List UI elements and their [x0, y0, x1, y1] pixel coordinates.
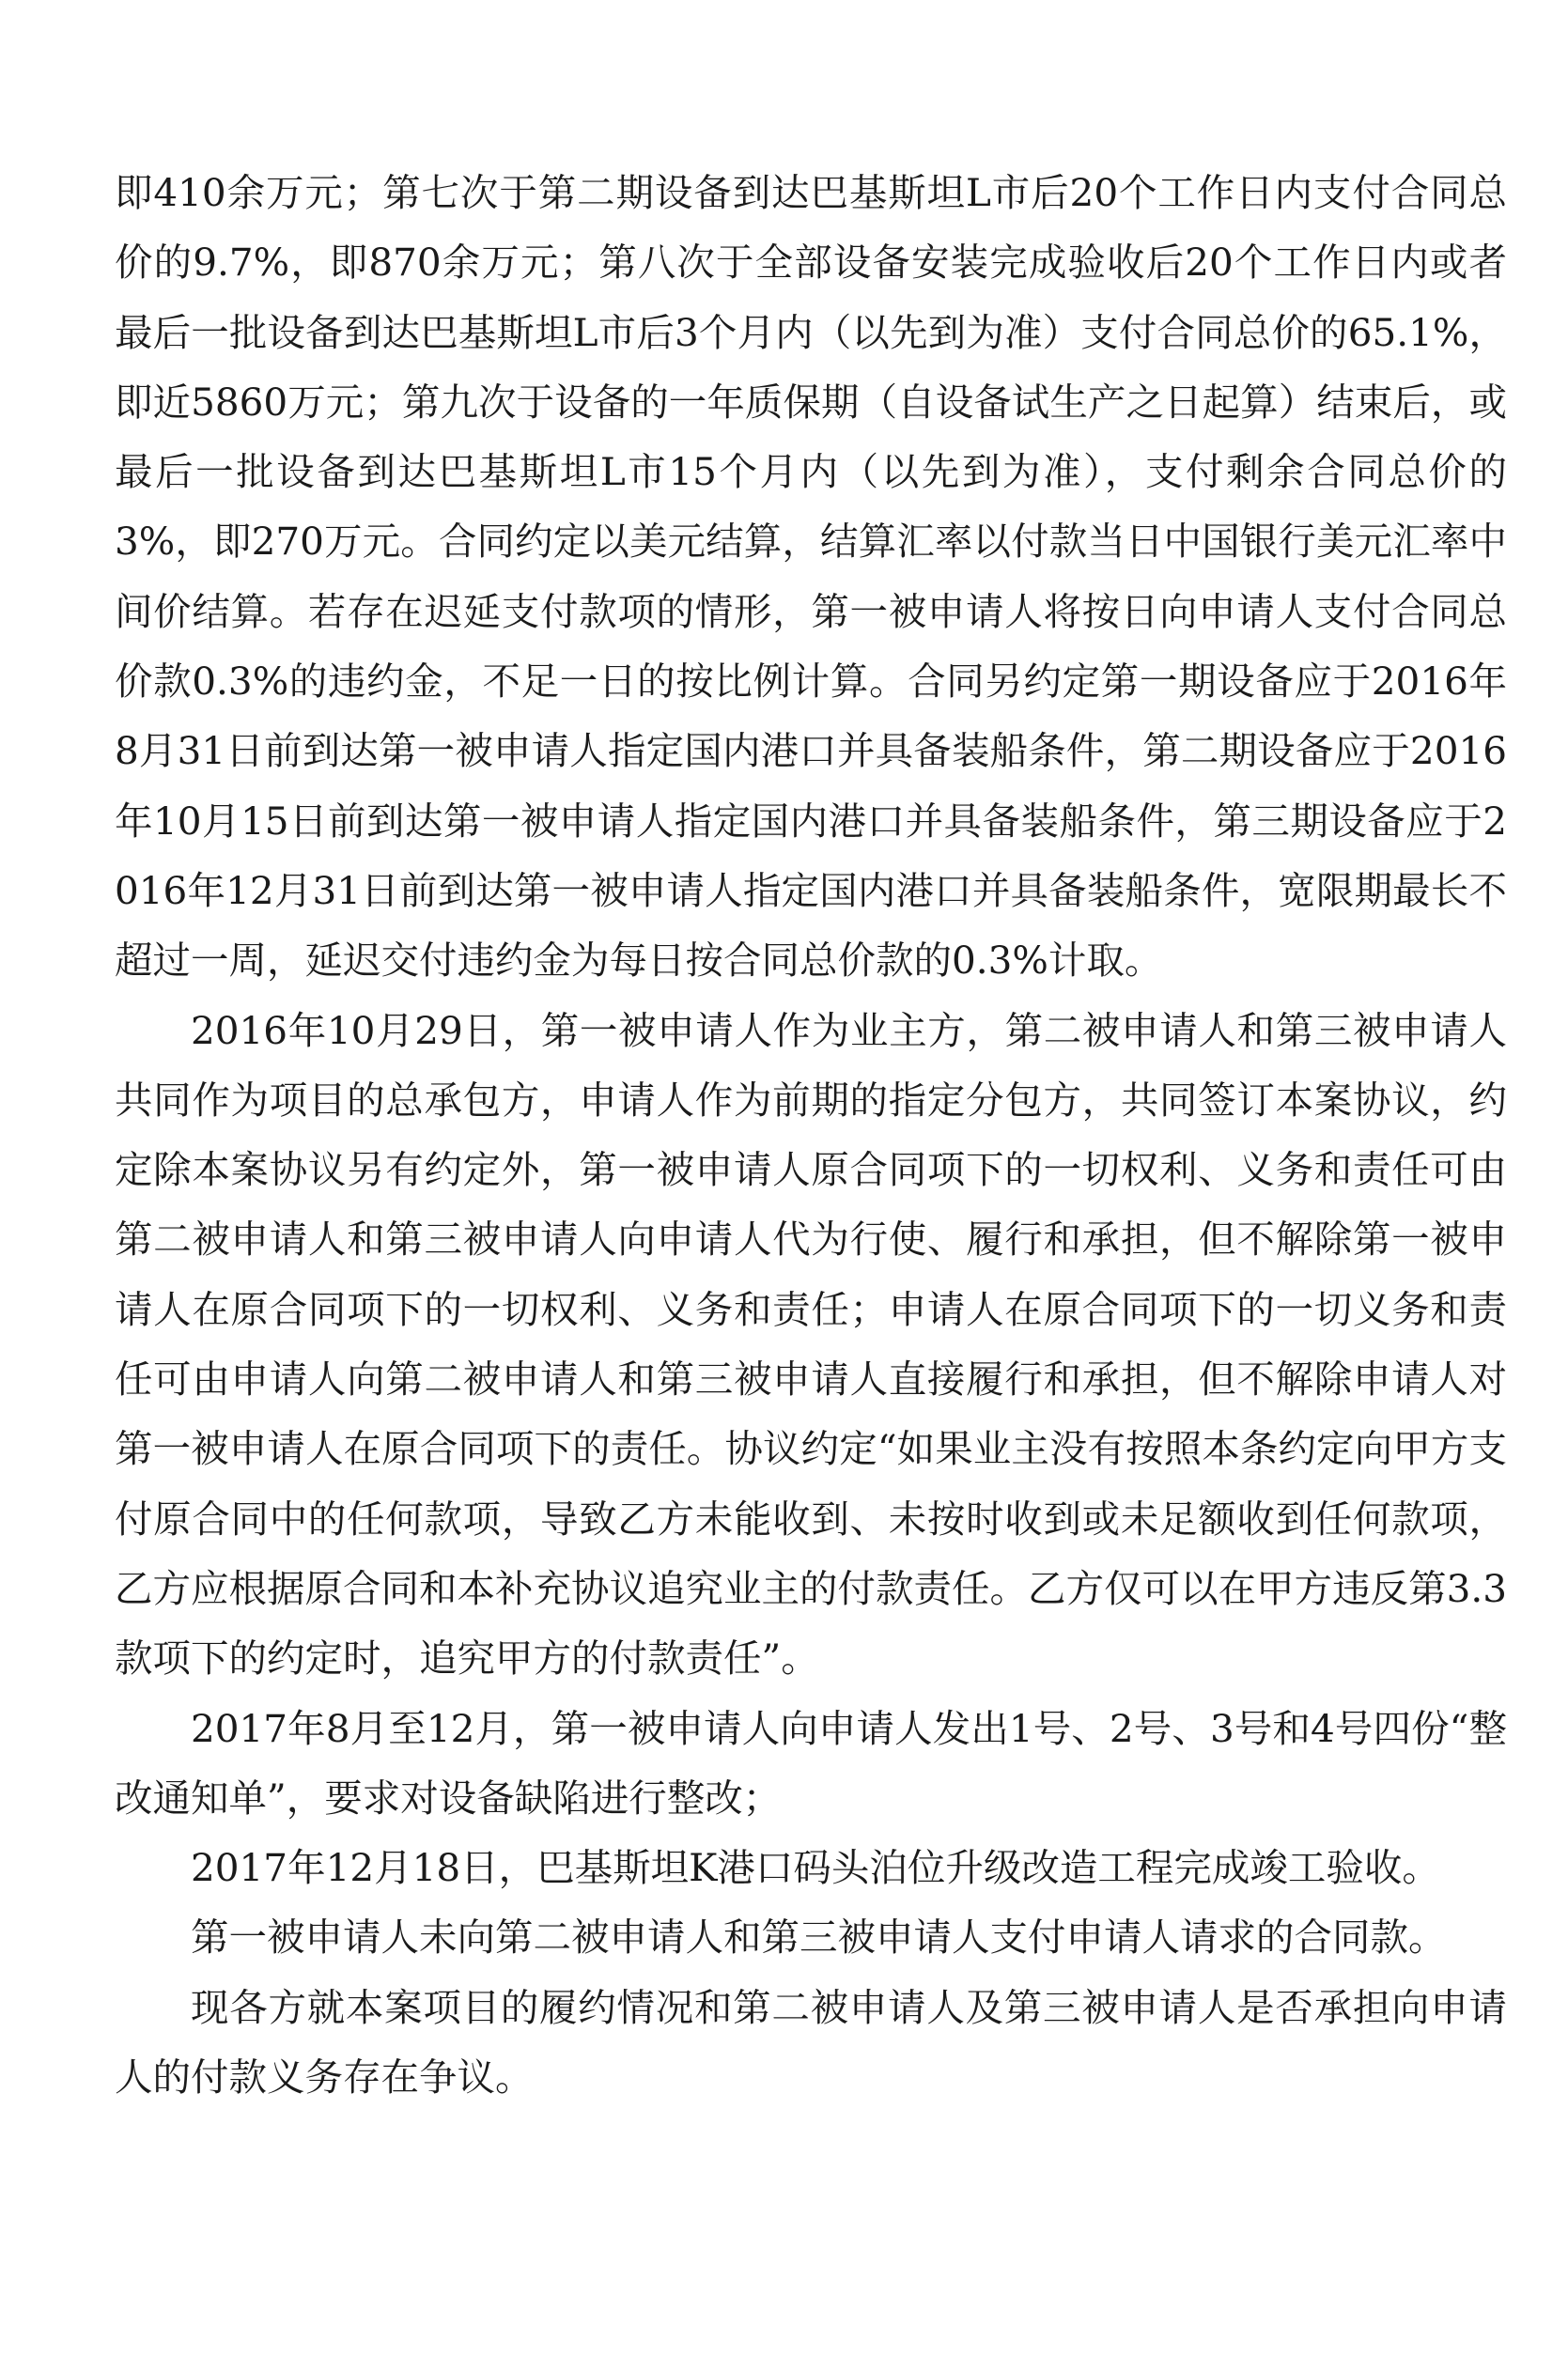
- paragraph-unpaid-contract: 第一被申请人未向第二被申请人和第三被申请人支付申请人请求的合同款。: [191, 1915, 1447, 1961]
- paragraph-payment-terms: 即410余万元；第七次于第二期设备到达巴基斯坦L市后20个工作日内支付合同总价的9.7%，即870余万元；第八次于全部设备安装完成验收后20个工作日内或者最后一批设备到达巴基斯坦L市后3个月内（以先到为准）支付合同总价的65.1%，即近5860万元；第九次于设备的一年质保期（自设备试生产之日起算）结束后，或最后一批设备到达巴基斯坦L市15个月内（以先到为准），支付剩余合同总价的3%，即270万元。合同约定以美元结算，结算汇率以付款当日中国银行美元汇率中间价结算。若存在迟延支付款项的情形，第一被申请人将按日向申请人支付合同总价款0.3%的违约金，不足一日的按比例计算。合同另约定第一期设备应于2016年8月31日前到达第一被申请人指定国内港口并具备装船条件，第二期设备应于2016年10月15日前到达第一被申请人指定国内港口并具备装船条件，第三期设备应于2016年12月31日前到达第一被申请人指定国内港口并具备装船条件，宽限期最长不超过一周，延迟交付违约金为每日按合同总价款的0.3%计取。: [115, 170, 1507, 984]
- document-page: [115, 158, 1507, 2112]
- paragraph-dispute: 现各方就本案项目的履约情况和第二被申请人及第三被申请人是否承担向申请人的付款义务存在争议。: [115, 1984, 1507, 2101]
- paragraph-agreement: 2016年10月29日，第一被申请人作为业主方，第二被申请人和第三被申请人共同作为项目的总承包方，申请人作为前期的指定分包方，共同签订本案协议，约定除本案协议另有约定外，第一被申请人原合同项下的一切权利、义务和责任可由第二被申请人和第三被申请人向申请人代为行使、履行和承担，但不解除第一被申请人在原合同项下的一切权利、义务和责任；申请人在原合同项下的一切义务和责任可由申请人向第二被申请人和第三被申请人直接履行和承担，但不解除申请人对第一被申请人在原合同项下的责任。协议约定“如果业主没有按照本条约定向甲方支付原合同中的任何款项，导致乙方未能收到、未按时收到或未足额收到任何款项，乙方应根据原合同和本补充协议追究业主的付款责任。乙方仅可以在甲方违反第3.3款项下的约定时，追究甲方的付款责任”。: [115, 1007, 1507, 1682]
- paragraph-completion-acceptance: 2017年12月18日，巴基斯坦K港口码头泊位升级改造工程完成竣工验收。: [191, 1845, 1440, 1891]
- paragraph-rectification-notices: 2017年8月至12月，第一被申请人向申请人发出1号、2号、3号和4号四份“整改通知单”，要求对设备缺陷进行整改；: [115, 1705, 1507, 1821]
